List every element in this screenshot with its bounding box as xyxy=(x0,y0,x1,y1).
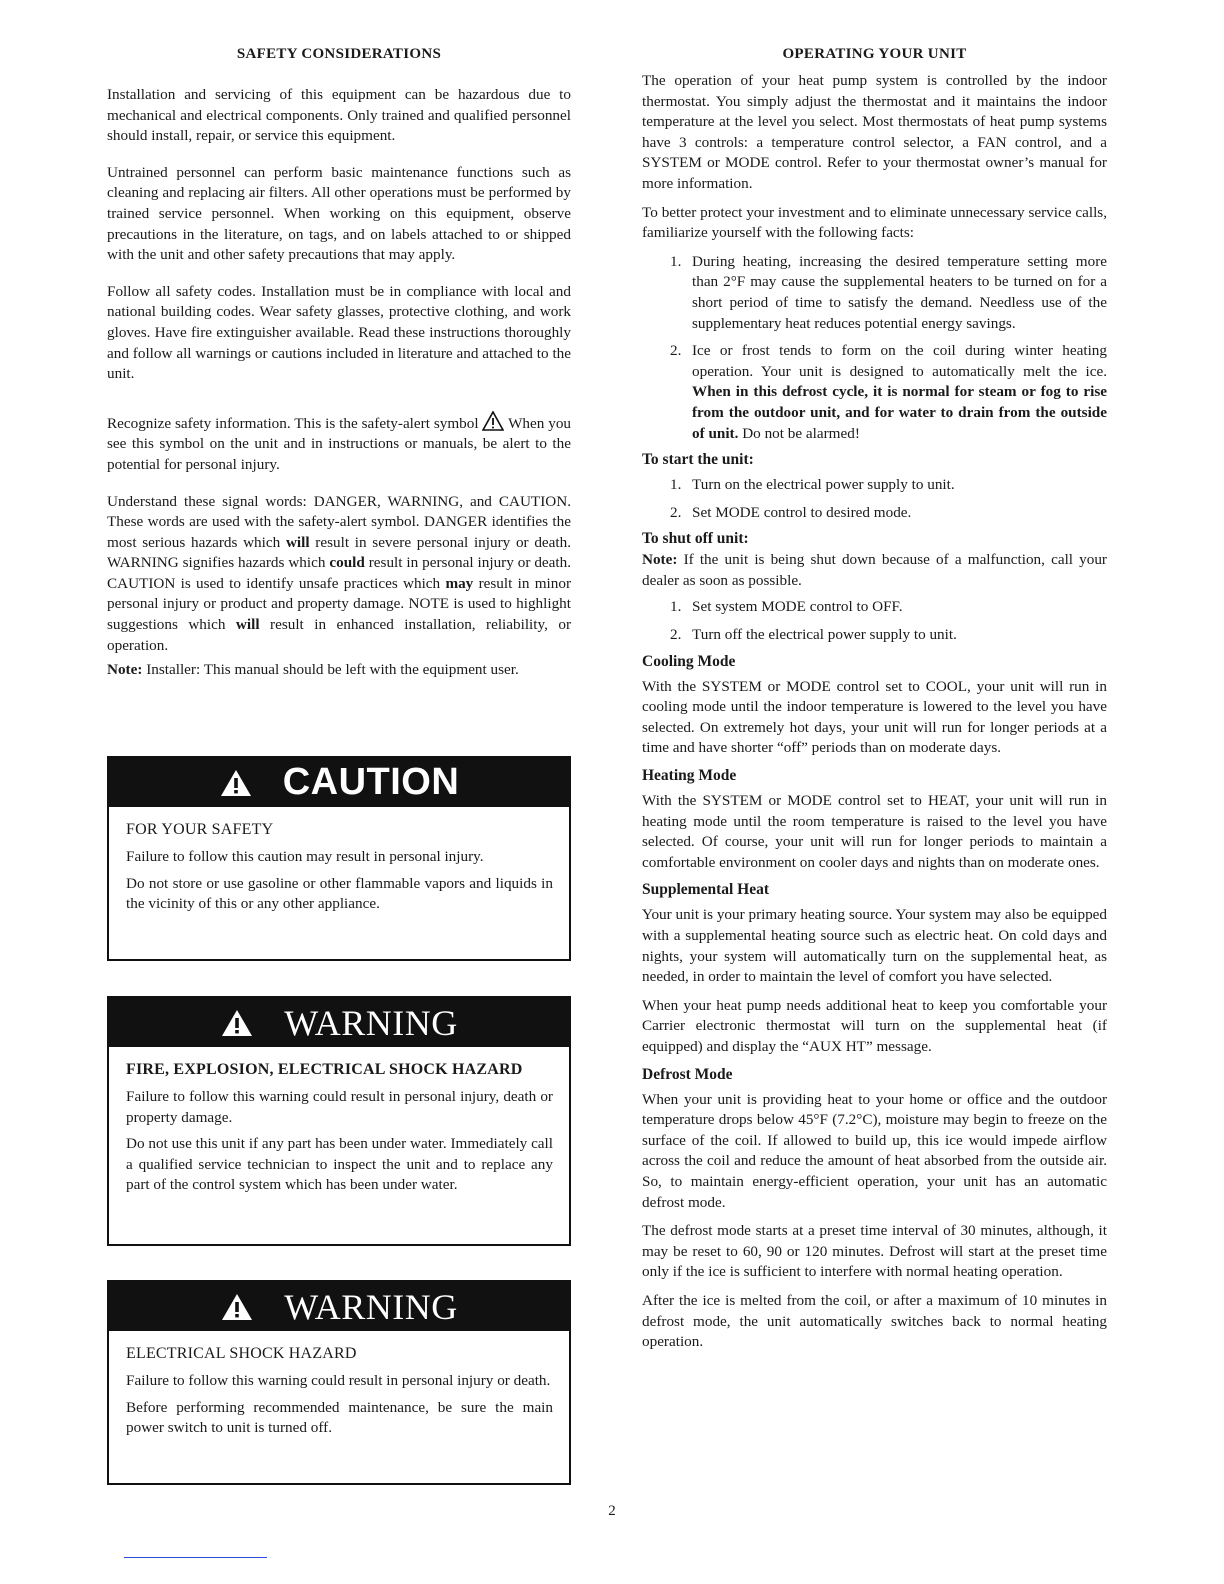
warning-word-fire: WARNING xyxy=(284,1002,458,1043)
signal-text-1: Understand these signal words: DANGER, WARNING, and CAUTION. These words are used with the safety-alert symbol. DANGER identifies the most serious hazards which xyxy=(107,492,571,551)
supplemental-heat-heading: Supplemental Heat xyxy=(642,881,770,899)
shut-note-text: If the unit is being shut down because of a malfunction, call your dealer as soon as possible. xyxy=(642,551,1107,589)
safety-alert-icon xyxy=(482,411,504,431)
shut-note xyxy=(642,550,1107,591)
signal-text-2: result in severe personal injury or death. WARNING signifies hazards which xyxy=(107,533,572,572)
list-number: 1. xyxy=(670,598,682,616)
defrost-mode-text-1: When your unit is providing heat to your home or office and the outdoor temperature drops below 45°F (7.2°C), moisture may begin to freeze on the surface of the coil. If allowed to build up, this ice would impede airflow across the coil and reduce the amount of heat absorbed from the outside air. So, to maintain energy-efficient operation, your unit has an automatic defrost mode. xyxy=(642,1090,1107,1211)
signal-text-5: result in enhanced installation, reliability, or operation. xyxy=(107,616,572,654)
signal-bold-could: could xyxy=(329,554,365,572)
operating-para-1: The operation of your heat pump system is controlled by the indoor thermostat. You simply adjust the thermostat and it maintains the indoor temperature at the level you select. Most thermostats of heat pump systems have 3 controls: a temperature control selector, a FAN control, and a SYSTEM or MODE control. Refer to your thermostat owner’s manual for more information. xyxy=(642,72,1107,192)
defrost-mode-text-2: The defrost mode starts at a preset time interval of 30 minutes, although, it may be reset to 60, 90 or 120 minutes. Defrost will start at the preset time only if the ice is sufficient to interfere with normal heating operation. xyxy=(642,1222,1107,1281)
defrost-mode-text-3: After the ice is melted from the coil, or after a maximum of 10 minutes in defrost mode, the unit automatically switches back to normal heating operation. xyxy=(642,1291,1107,1351)
list-number: 2. xyxy=(670,342,682,360)
left-column xyxy=(107,46,571,681)
warning-alert-icon xyxy=(220,1292,254,1322)
list-number: 2. xyxy=(670,503,682,521)
caution-text-2: Do not store or use gasoline or other flammable vapors and liquids in the vicinity of this or any other appliance. xyxy=(126,874,553,913)
caution-word: CAUTION xyxy=(282,761,460,803)
signal-bold-will: will xyxy=(285,533,310,551)
warning-subtitle-shock: ELECTRICAL SHOCK HAZARD xyxy=(126,1345,357,1362)
note-text: Installer: This manual should be left with the equipment user. xyxy=(142,661,519,679)
cooling-mode-text: With the SYSTEM or MODE control set to COOL, your unit will run in cooling mode until the indoor temperature is lowered to the level you have selected. On extremely hot days, your unit will run for longer periods at a time and have shorter “off” periods than on moderate days. xyxy=(642,677,1107,757)
shut-unit-heading: To shut off unit: xyxy=(642,530,749,548)
caution-alert-icon xyxy=(219,768,253,798)
signal-words-para xyxy=(107,492,571,657)
caution-header xyxy=(109,758,569,807)
start-steps xyxy=(642,475,1107,523)
start-step-2: Set MODE control to desired mode. xyxy=(692,503,912,521)
shut-step-2: Turn off the electrical power supply to unit. xyxy=(692,626,957,644)
list-item xyxy=(642,475,1107,496)
warning-box-fire xyxy=(107,996,571,1246)
list-item xyxy=(642,625,1107,646)
cooling-mode-heading: Cooling Mode xyxy=(642,652,736,670)
defrost-mode-heading: Defrost Mode xyxy=(642,1065,733,1083)
warning-alert-icon xyxy=(220,1008,254,1038)
warning-body-fire xyxy=(109,1047,569,1212)
warning-box-shock xyxy=(107,1280,571,1485)
fact-text-2c: Do not be alarmed! xyxy=(738,424,860,442)
heating-mode-text: With the SYSTEM or MODE control set to HEAT, your unit will run in heating mode until the room temperature is raised to the level you have selected. Of course, your unit will run for longer periods to maintain a comfortable environment on cooler days and nights than on moderate ones. xyxy=(642,792,1107,871)
safety-para-4-a: Recognize safety information. This is the safety-alert symbol xyxy=(107,414,479,432)
supplemental-heat-text-2: When your heat pump needs additional heat to keep you comfortable your Carrier electronic thermostat will turn on the supplemental heat (if equipped) and display the “AUX HT” message. xyxy=(642,996,1107,1055)
warning-body-shock xyxy=(109,1331,569,1455)
right-column xyxy=(642,46,1107,1361)
safety-para-4-b: When you see this symbol on the unit and in instructions or manuals, be alert to the potential for personal injury. xyxy=(107,414,572,473)
list-number: 2. xyxy=(670,626,682,644)
warning-subtitle-fire: FIRE, EXPLOSION, ELECTRICAL SHOCK HAZARD xyxy=(126,1061,523,1078)
caution-subtitle: FOR YOUR SAFETY xyxy=(126,821,274,838)
shut-step-1: Set system MODE control to OFF. xyxy=(692,598,903,616)
operating-para-2: To better protect your investment and to eliminate unnecessary service calls, familiarize yourself with the following facts: xyxy=(642,203,1107,242)
caution-body xyxy=(109,807,569,931)
operating-title: OPERATING YOUR UNIT xyxy=(782,46,967,62)
list-item xyxy=(642,341,1107,444)
warning-header-fire xyxy=(109,998,569,1047)
caution-text-1: Failure to follow this caution may result in personal injury. xyxy=(126,848,484,865)
signal-text-3: result in personal injury or death. CAUTION is used to identify unsafe practices which xyxy=(107,554,571,592)
list-item xyxy=(642,597,1107,618)
shut-steps xyxy=(642,597,1107,645)
fact-text-2b: When in this defrost cycle, it is normal for steam or fog to rise from the outdoor unit, and for water to drain from the outside of unit. xyxy=(692,383,1107,442)
list-item xyxy=(642,252,1107,334)
start-step-1: Turn on the electrical power supply to unit. xyxy=(692,476,955,494)
shut-note-label: Note: xyxy=(642,551,678,569)
installer-note xyxy=(107,660,571,681)
warning-fire-text-1: Failure to follow this warning could result in personal injury, death or property damage. xyxy=(126,1088,553,1126)
start-unit-heading: To start the unit: xyxy=(642,451,754,469)
page-number: 2 xyxy=(608,1503,616,1519)
note-label: Note: xyxy=(107,661,143,679)
safety-para-1: Installation and servicing of this equipment can be hazardous due to mechanical and electrical components. Only trained and qualified personnel should install, repair, or service this equipment. xyxy=(107,86,571,145)
warning-fire-text-2: Do not use this unit if any part has been under water. Immediately call a qualified service technician to inspect the unit and to replace any part of the control system which has been under water. xyxy=(126,1135,553,1194)
safety-para-3: Follow all safety codes. Installation must be in compliance with local and national building codes. Wear safety glasses, protective clothing, and work gloves. Have fire extinguisher available. Read these instructions thoroughly and follow all warnings or cautions included in literature and attached to the unit. xyxy=(107,282,571,383)
safety-considerations-title: SAFETY CONSIDERATIONS xyxy=(236,46,442,62)
fact-text-2a: Ice or frost tends to form on the coil during winter heating operation. Your unit is designed to automatically melt the ice. xyxy=(692,342,1107,380)
facts-list xyxy=(642,252,1107,444)
safety-para-4 xyxy=(107,411,571,476)
supplemental-heat-text-1: Your unit is your primary heating source. Your system may also be equipped with a supplemental heating source such as electric heat. On cold days and nights, your system will automatically turn on the supplemental heat, as needed, in order to maintain the level of comfort you have selected. xyxy=(642,906,1107,986)
signal-text-4: result in minor personal injury or product and property damage. NOTE is used to highlight suggestions which xyxy=(107,574,571,634)
caution-box xyxy=(107,756,571,961)
safety-para-2: Untrained personnel can perform basic maintenance functions such as cleaning and replacing air filters. All other operations must be performed by trained service personnel. When working on this equipment, observe precautions in the literature, on tags, and on labels attached to or shipped with the unit and other safety precautions that may apply. xyxy=(107,163,571,264)
footer-rule xyxy=(124,1557,267,1558)
warning-shock-text-2: Before performing recommended maintenance, be sure the main power switch to unit is turned off. xyxy=(126,1398,553,1437)
list-item xyxy=(642,503,1107,524)
warning-header-shock xyxy=(109,1282,569,1331)
list-number: 1. xyxy=(670,252,682,270)
list-number: 1. xyxy=(670,476,682,494)
warning-word-shock: WARNING xyxy=(284,1286,458,1327)
heating-mode-heading: Heating Mode xyxy=(642,767,737,785)
signal-bold-may: may xyxy=(445,574,474,592)
fact-text-1: During heating, increasing the desired temperature setting more than 2°F may cause the supplemental heaters to be turned on for a short period of time to satisfy the demand. Needless use of the supplementary heat reduces potential energy savings. xyxy=(692,252,1107,332)
signal-bold-will-2: will xyxy=(235,616,260,634)
warning-shock-text-1: Failure to follow this warning could result in personal injury or death. xyxy=(126,1372,551,1389)
